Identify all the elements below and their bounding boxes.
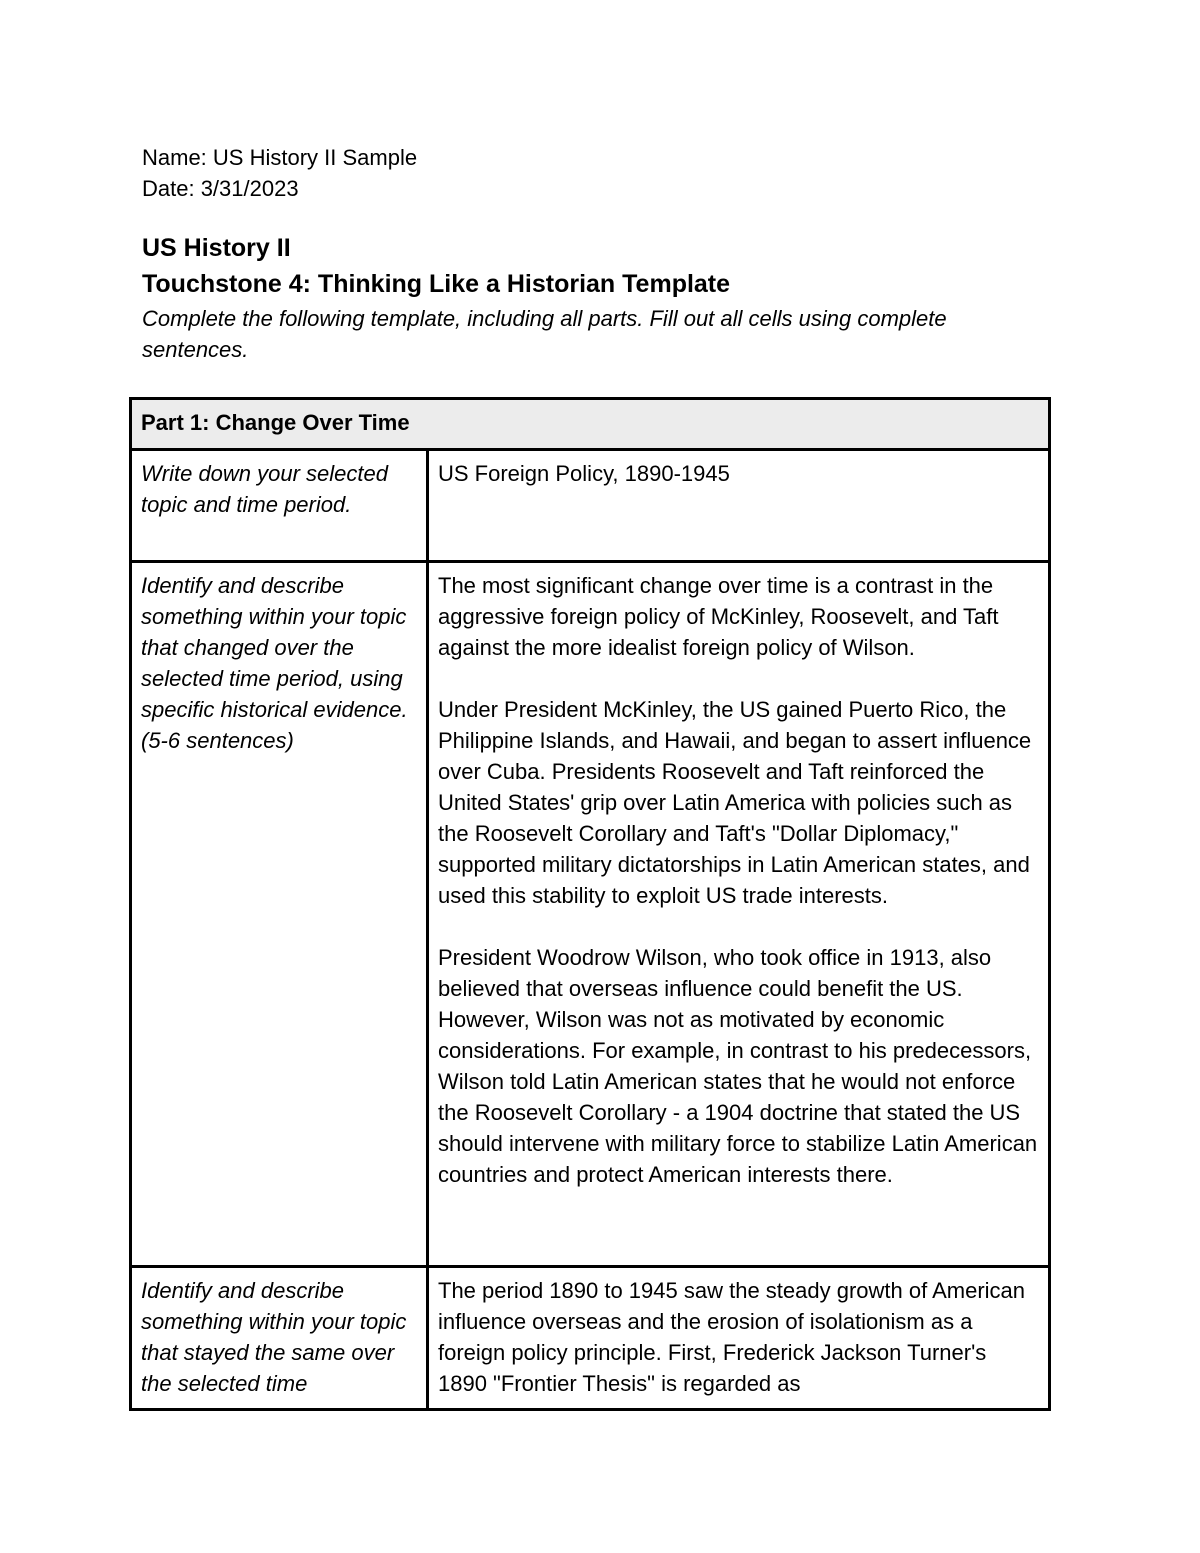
answer-cell[interactable] xyxy=(428,562,1050,1267)
answer-paragraph: US Foreign Policy, 1890-1945 xyxy=(438,461,730,486)
course-title: US History II xyxy=(142,234,291,262)
answer-cell[interactable] xyxy=(428,1267,1050,1410)
student-info xyxy=(142,142,417,204)
date-line: Date: 3/31/2023 xyxy=(142,176,299,201)
instructions: Complete the following template, including all parts. Fill out all cells using complete sentences. xyxy=(142,306,947,362)
answer-paragraph: The most significant change over time is a contrast in the aggressive foreign policy of McKinley, Roosevelt, and Taft against the more idealist foreign policy of Wilson. xyxy=(438,573,999,660)
answer-cell[interactable] xyxy=(428,450,1050,562)
prompt-cell: Identify and describe something within your topic that stayed the same over the selected time xyxy=(131,1267,428,1410)
template-table xyxy=(129,397,1051,1411)
answer-paragraph: The period 1890 to 1945 saw the steady growth of American influence overseas and the erosion of isolationism as a foreign policy principle. First, Frederick Jackson Turner's 1890 "Frontier Thesis" is regarded as xyxy=(438,1278,1026,1396)
part-header-row xyxy=(131,399,1050,450)
table-row xyxy=(131,562,1050,1267)
assignment-title: Touchstone 4: Thinking Like a Historian Template xyxy=(142,270,731,298)
name-line: Name: US History II Sample xyxy=(142,145,418,170)
table-row xyxy=(131,450,1050,562)
prompt-cell: Identify and describe something within your topic that changed over the selected time period, using specific historical evidence. (5-6 sentences) xyxy=(131,562,428,1267)
answer-paragraph: Under President McKinley, the US gained Puerto Rico, the Philippine Islands, and Hawaii, and began to assert influence over Cuba. Presidents Roosevelt and Taft reinforced the United States' grip over Latin America with policies such as the Roosevelt Corollary and Taft's "Dollar Diplomacy," supported military dictatorships in Latin American states, and used this stability to exploit US trade interests. xyxy=(438,697,1032,908)
answer-paragraph: President Woodrow Wilson, who took office in 1913, also believed that overseas influence could benefit the US. However, Wilson was not as motivated by economic considerations. For example, in contrast to his predecessors, Wilson told Latin American states that he would not enforce the Roosevelt Corollary - a 1904 doctrine that stated the US should intervene with military force to stabilize Latin American countries and protect American interests there. xyxy=(438,945,1038,1187)
part-header: Part 1: Change Over Time xyxy=(131,399,1050,450)
table-row xyxy=(131,1267,1050,1410)
prompt-cell: Write down your selected topic and time period. xyxy=(131,450,428,562)
